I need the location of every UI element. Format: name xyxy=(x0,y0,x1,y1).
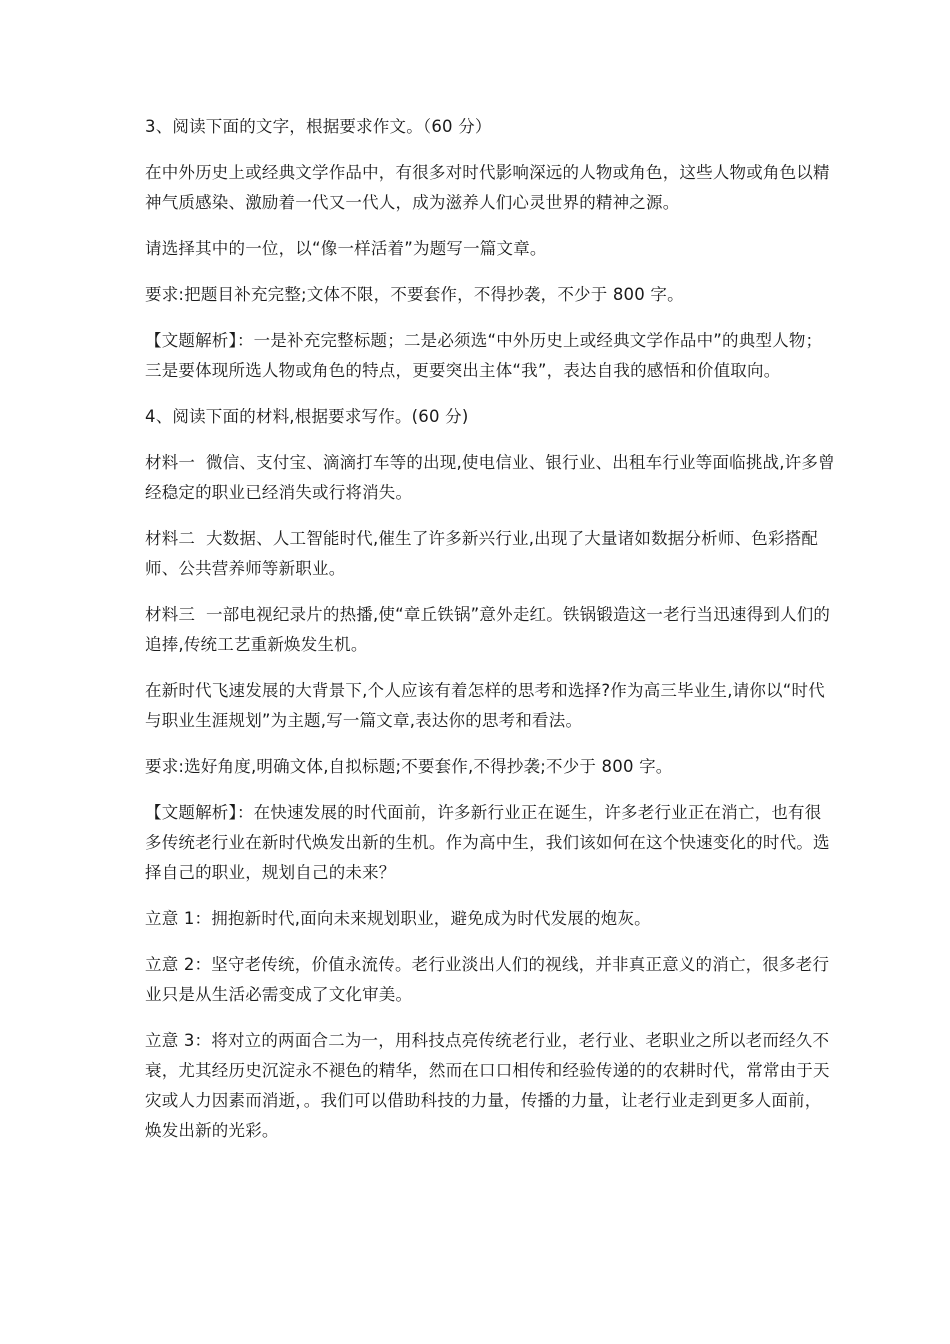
question-4-material-1: 材料一 微信、支付宝、滴滴打车等的出现,使电信业、银行业、出租车行业等面临挑战,许多曾经稳定的职业已经消失或行将消失。 xyxy=(145,453,835,502)
question-4-analysis: 【文题解析】：在快速发展的时代面前，许多新行业正在诞生，许多老行业正在消亡，也有很多传统老行业在新时代焕发出新的生机。作为高中生，我们该如何在这个快速变化的时代。选择自己的职业，规划自己的未来？ xyxy=(145,803,830,882)
question-4-prompt: 4、阅读下面的材料,根据要求写作。(60 分) xyxy=(145,407,469,426)
question-3-prompt: 3、阅读下面的文字，根据要求作文。（60 分） xyxy=(145,117,492,136)
idea-1: 立意 1：拥抱新时代,面向未来规划职业，避免成为时代发展的炮灰。 xyxy=(145,909,651,928)
question-4-material-2: 材料二 大数据、人工智能时代,催生了许多新兴行业,出现了大量诸如数据分析师、色彩搭配师、公共营养师等新职业。 xyxy=(145,529,819,578)
question-3-analysis: 【文题解析】：一是补充完整标题；二是必须选“中外历史上或经典文学作品中”的典型人物；三是要体现所选人物或角色的特点，更要突出主体“我”，表达自我的感悟和价值取向。 xyxy=(145,331,823,380)
question-4-requirements: 要求:选好角度,明确文体,自拟标题;不要套作,不得抄袭;不少于 800 字。 xyxy=(145,757,673,776)
idea-2: 立意 2：坚守老传统，价值永流传。老行业淡出人们的视线，并非真正意义的消亡，很多老行业只是从生活必需变成了文化审美。 xyxy=(145,955,830,1004)
question-4-instruction: 在新时代飞速发展的大背景下,个人应该有着怎样的思考和选择?作为高三毕业生,请你以“时代与职业生涯规划”为主题,写一篇文章,表达你的思考和看法。 xyxy=(145,681,825,730)
question-4-material-3: 材料三 一部电视纪录片的热播,使“章丘铁锅”意外走红。铁锅锻造这一老行当迅速得到人们的追捧,传统工艺重新焕发生机。 xyxy=(145,605,831,654)
idea-3: 立意 3：将对立的两面合二为一，用科技点亮传统老行业，老行业、老职业之所以老而经久不衰，尤其经历史沉淀永不褪色的精华，然而在口口相传和经验传递的的农耕时代，常常由于天灾或人力因素而消逝，。我们可以借助科技的力量，传播的力量，让老行业走到更多人面前，焕发出新的光彩。 xyxy=(145,1031,830,1140)
document-body xyxy=(145,112,835,1162)
question-3-material: 在中外历史上或经典文学作品中，有很多对时代影响深远的人物或角色，这些人物或角色以精神气质感染、激励着一代又一代人，成为滋养人们心灵世界的精神之源。 xyxy=(145,163,830,212)
question-3-requirements: 要求:把题目补充完整;文体不限，不要套作，不得抄袭，不少于 800 字。 xyxy=(145,285,684,304)
question-3-instruction: 请选择其中的一位，以“像一样活着”为题写一篇文章。 xyxy=(145,239,547,258)
